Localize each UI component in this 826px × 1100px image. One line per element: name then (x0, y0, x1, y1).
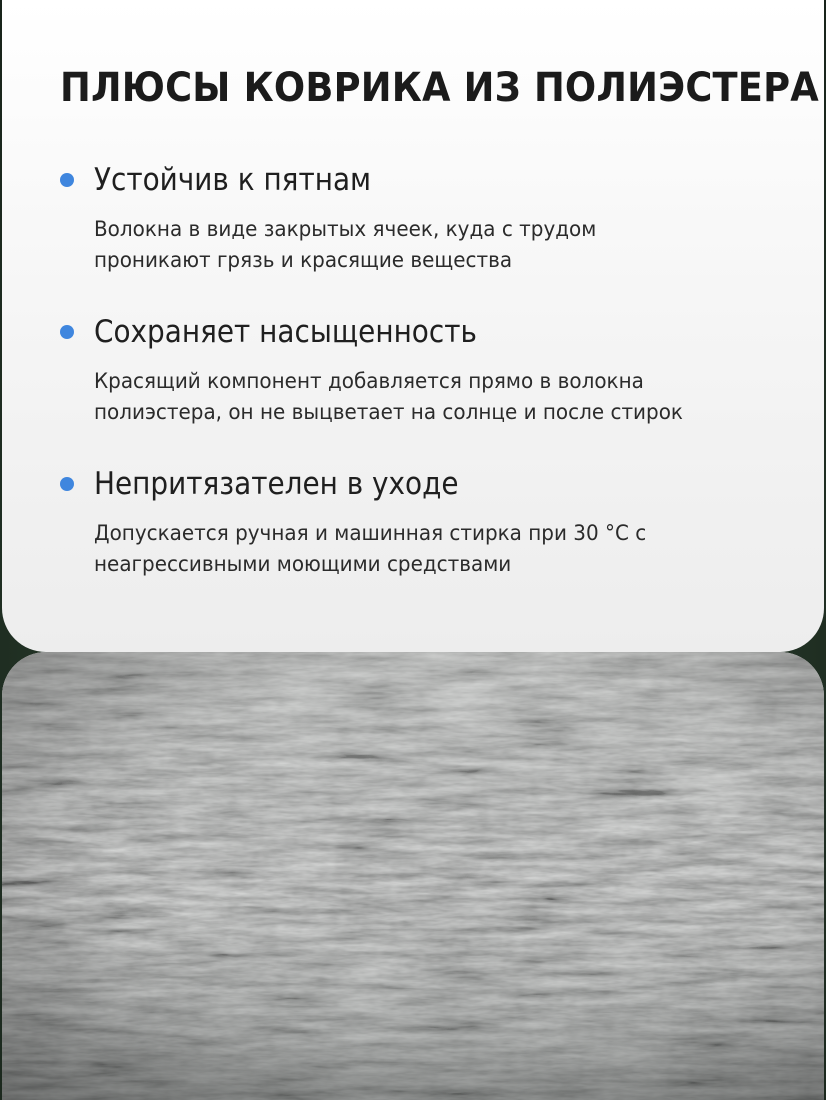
feature-description: Волокна в виде закрытых ячеек, куда с трудом проникают грязь и красящие вещества (94, 217, 597, 272)
benefits-card (2, 0, 824, 652)
feature-item-color-retention (60, 312, 824, 428)
dot-icon (60, 325, 74, 339)
dot-icon (60, 477, 74, 491)
feature-description: Красящий компонент добавляется прямо в волокна полиэстера, он не выцветает на солнце и после стирок (94, 369, 683, 424)
dot-icon (60, 173, 74, 187)
feature-description: Допускается ручная и машинная стирка при 30 °С с неагрессивными моющими средствами (94, 521, 647, 576)
feature-item-easy-care (60, 464, 824, 580)
feature-title: Сохраняет насыщенность (94, 314, 477, 350)
feature-title: Устойчив к пятнам (94, 162, 372, 198)
feature-title: Непритязателен в уходе (94, 466, 459, 502)
feature-item-stain-resistant (60, 160, 824, 276)
feature-list (60, 160, 824, 580)
page-title: ПЛЮСЫ КОВРИКА ИЗ ПОЛИЭСТЕРА (60, 65, 819, 111)
carpet-texture-photo (2, 652, 824, 1100)
